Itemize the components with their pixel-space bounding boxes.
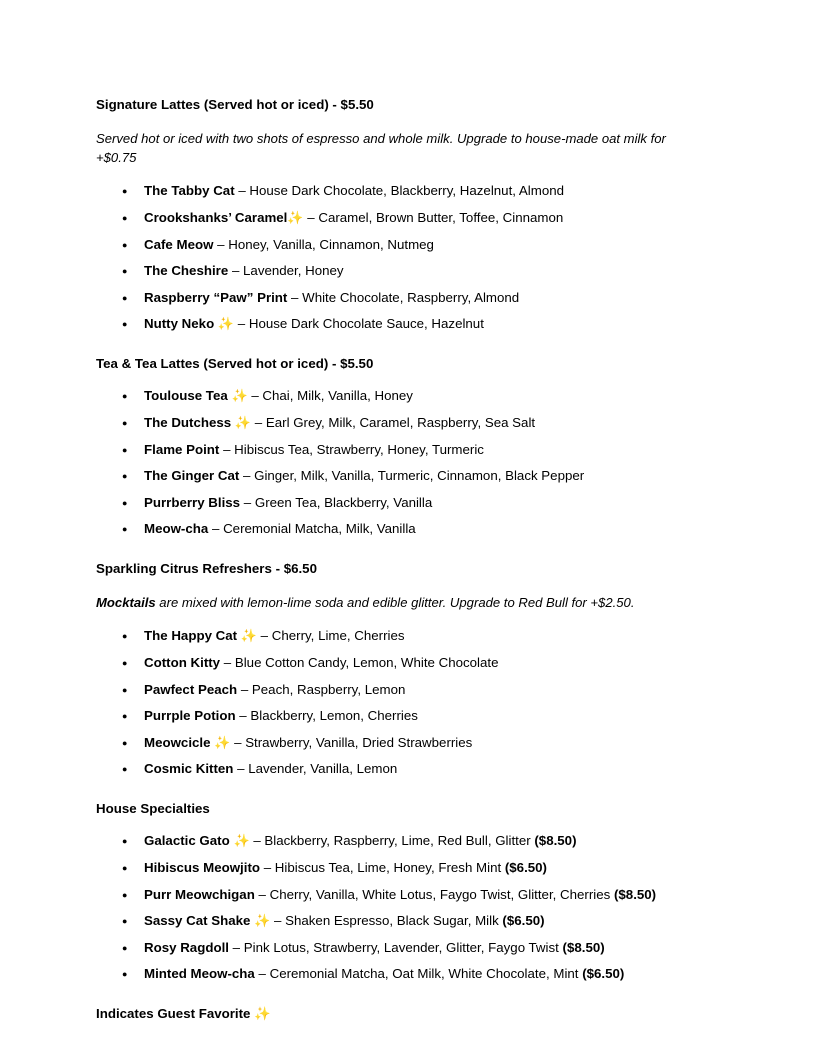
item-name: Cosmic Kitten (144, 761, 234, 777)
list-item (144, 182, 720, 201)
item-name: Cafe Meow (144, 236, 214, 252)
list-item (144, 707, 720, 726)
section-note (96, 130, 696, 168)
item-description: – Green Tea, Blackberry, Vanilla (240, 494, 433, 510)
list-item (144, 627, 720, 646)
menu-item-list (96, 182, 720, 334)
item-description: – Caramel, Brown Butter, Toffee, Cinnamon (303, 209, 564, 225)
item-description: – Lavender, Vanilla, Lemon (233, 761, 398, 777)
list-item (144, 654, 720, 673)
menu-section (96, 355, 720, 539)
item-description: – House Dark Chocolate Sauce, Hazelnut (234, 316, 484, 332)
sparkle-icon: ✨ (217, 316, 235, 332)
item-description: – Honey, Vanilla, Cinnamon, Nutmeg (213, 236, 434, 252)
item-name: Cotton Kitty (144, 654, 221, 670)
sparkle-icon: ✨ (233, 833, 250, 849)
section-heading: Signature Lattes (Served hot or iced) - $5.50 (96, 97, 374, 112)
item-name: Rosy Ragdoll (144, 939, 229, 955)
item-name: Minted Meow-cha (144, 966, 255, 982)
item-description: – Pink Lotus, Strawberry, Lavender, Glitter, Faygo Twist (228, 939, 563, 955)
list-item (144, 965, 720, 984)
list-item (144, 441, 720, 460)
item-name: Purr Meowchigan (144, 886, 255, 902)
list-item (144, 681, 720, 700)
item-name: Nutty Neko (144, 316, 215, 332)
item-name: Purrple Potion (144, 708, 236, 724)
item-description: – Cherry, Lime, Cherries (256, 628, 405, 644)
item-name: Toulouse Tea (144, 388, 228, 404)
section-note (96, 594, 696, 613)
menu-section (96, 96, 720, 334)
sparkle-icon: ✨ (254, 913, 271, 929)
list-item (144, 209, 720, 228)
item-name: Pawfect Peach (144, 681, 238, 697)
item-description: – Blue Cotton Candy, Lemon, White Chocolate (220, 654, 499, 670)
item-description: – Blackberry, Lemon, Cherries (235, 708, 418, 724)
item-description: – Ceremonial Matcha, Milk, Vanilla (208, 521, 416, 537)
item-price: ($8.50) (534, 833, 577, 849)
item-description: – Peach, Raspberry, Lemon (237, 681, 406, 697)
item-name: The Tabby Cat (144, 183, 235, 199)
list-item (144, 886, 720, 905)
item-description: – Hibiscus Tea, Lime, Honey, Fresh Mint (260, 859, 505, 875)
list-item (144, 494, 720, 513)
item-price: ($6.50) (502, 913, 545, 929)
list-item (144, 520, 720, 539)
section-note-text: Served hot or iced with two shots of espresso and whole milk. Upgrade to house-made oat milk for +$0.75 (96, 131, 666, 166)
list-item (144, 387, 720, 406)
item-price: ($8.50) (562, 939, 605, 955)
item-price: ($6.50) (504, 859, 547, 875)
list-item (144, 912, 720, 931)
list-item (144, 262, 720, 281)
item-name: The Cheshire (144, 263, 229, 279)
menu-item-list (96, 627, 720, 779)
guest-favorite-legend: Indicates Guest Favorite ✨ (96, 1005, 271, 1021)
item-name: Purrberry Bliss (144, 494, 241, 510)
item-name: Galactic Gato (144, 833, 230, 849)
section-note-text: are mixed with lemon-lime soda and edible glitter. Upgrade to Red Bull for +$2.50. (155, 595, 635, 611)
item-name: The Ginger Cat (144, 468, 240, 484)
list-item (144, 832, 720, 851)
list-item (144, 734, 720, 753)
menu-document (96, 96, 720, 1023)
item-description: – House Dark Chocolate, Blackberry, Hazelnut, Almond (234, 183, 565, 199)
item-price: ($6.50) (582, 966, 625, 982)
item-description: – Lavender, Honey (228, 263, 344, 279)
list-item (144, 289, 720, 308)
sparkle-icon: ✨ (231, 388, 248, 404)
section-heading: House Specialties (96, 800, 210, 816)
list-item (144, 760, 720, 779)
item-name: Crookshanks’ Caramel (144, 209, 288, 225)
item-description: – White Chocolate, Raspberry, Almond (287, 289, 520, 305)
item-name: Hibiscus Meowjito (144, 859, 260, 875)
item-price: ($8.50) (613, 886, 657, 902)
section-heading: Sparkling Citrus Refreshers - $6.50 (96, 560, 317, 576)
item-description: – Ceremonial Matcha, Oat Milk, White Chocolate, Mint (254, 966, 583, 982)
menu-section (96, 560, 720, 779)
menu-item-list (96, 387, 720, 539)
sparkle-icon: ✨ (234, 414, 252, 430)
list-item (144, 939, 720, 958)
item-description: – Chai, Milk, Vanilla, Honey (247, 388, 413, 404)
item-description: – Blackberry, Raspberry, Lime, Red Bull, Glitter (249, 833, 535, 849)
item-description: – Hibiscus Tea, Strawberry, Honey, Turmeric (219, 441, 484, 457)
item-description: – Shaken Espresso, Black Sugar, Milk (270, 913, 503, 929)
sparkle-icon: ✨ (214, 734, 231, 750)
item-description: – Cherry, Vanilla, White Lotus, Faygo Twist, Glitter, Cherries (254, 886, 614, 902)
list-item (144, 859, 720, 878)
item-name: The Happy Cat (144, 628, 238, 644)
item-name: Raspberry “Paw” Print (144, 289, 288, 305)
item-description: – Strawberry, Vanilla, Dried Strawberries (230, 734, 473, 750)
list-item (144, 315, 720, 334)
item-name: The Dutchess (144, 414, 232, 430)
item-name: Flame Point (144, 441, 220, 457)
sparkle-icon: ✨ (240, 628, 257, 644)
section-heading: Tea & Tea Lattes (Served hot or iced) - $5.50 (96, 355, 374, 371)
menu-item-list (96, 832, 720, 984)
sparkle-icon: ✨ (287, 209, 304, 225)
list-item (144, 414, 720, 433)
item-name: Meow-cha (144, 521, 209, 537)
list-item (144, 236, 720, 255)
section-note-lead: Mocktails (96, 595, 156, 611)
item-description: – Ginger, Milk, Vanilla, Turmeric, Cinnamon, Black Pepper (239, 468, 585, 484)
item-name: Meowcicle (144, 734, 211, 750)
item-description: – Earl Grey, Milk, Caramel, Raspberry, Sea Salt (251, 414, 536, 430)
item-name: Sassy Cat Shake (144, 913, 251, 929)
list-item (144, 467, 720, 486)
menu-section (96, 800, 720, 984)
